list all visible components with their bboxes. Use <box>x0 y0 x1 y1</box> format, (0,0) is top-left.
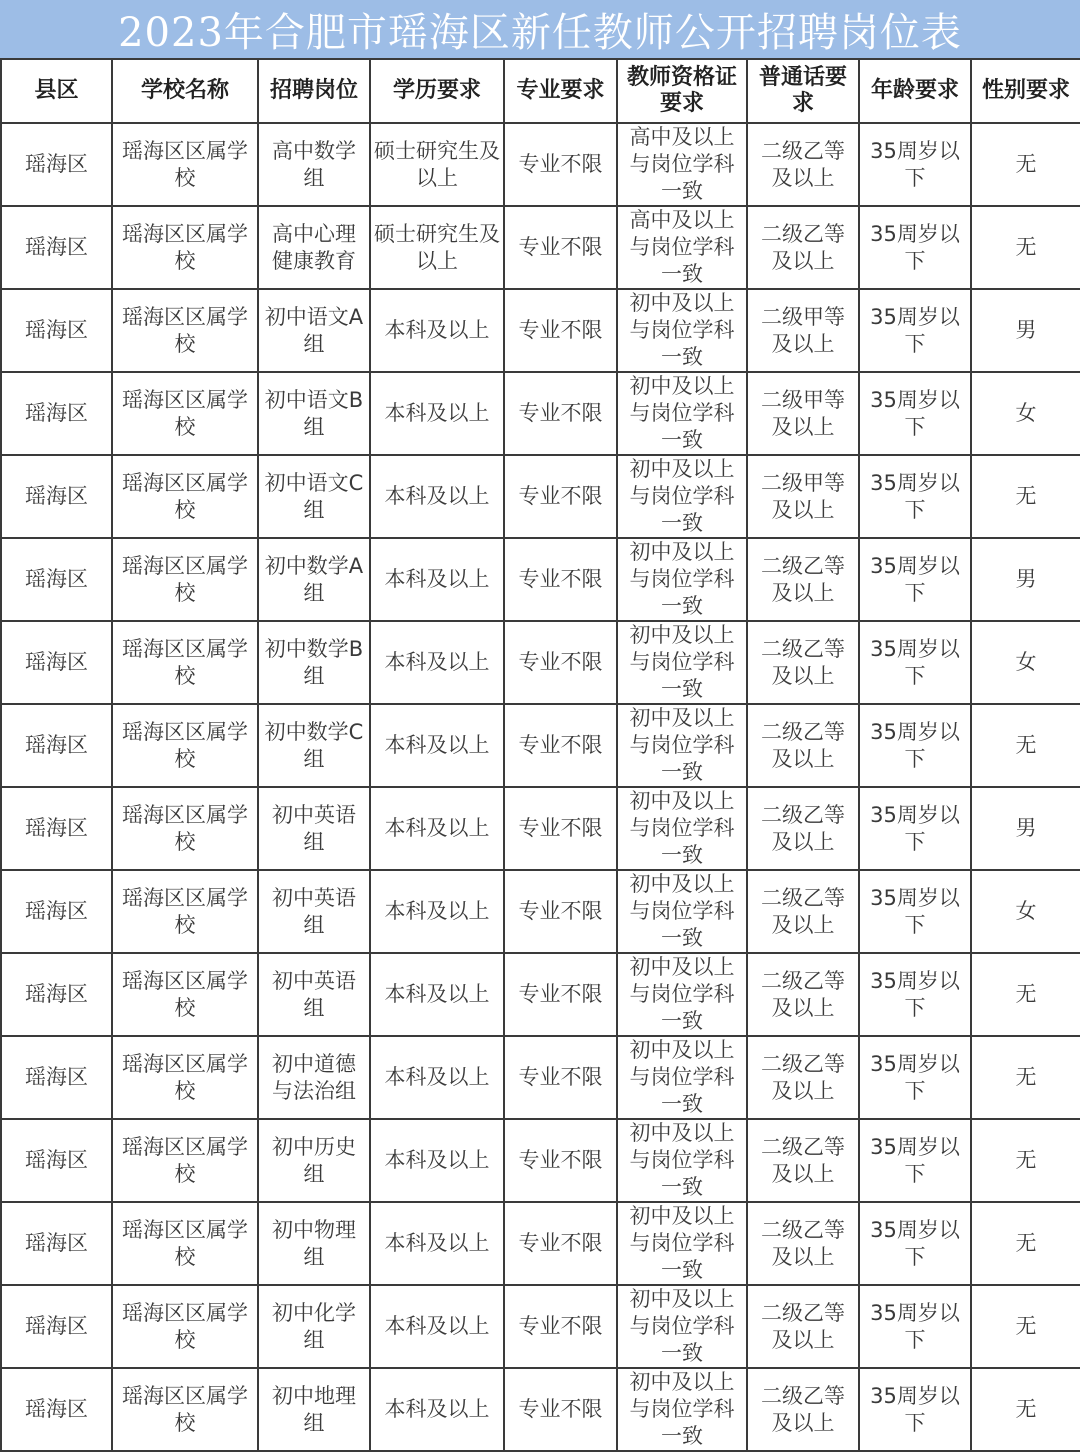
header-cell: 县区 <box>1 59 112 123</box>
age-cell: 35周岁以下 <box>859 1036 971 1119</box>
district-cell: 瑶海区 <box>1 1202 112 1285</box>
major-cell: 专业不限 <box>504 372 617 455</box>
district-cell: 瑶海区 <box>1 704 112 787</box>
district-cell: 瑶海区 <box>1 870 112 953</box>
table-body <box>1 123 1080 1451</box>
table-row <box>1 289 1080 372</box>
table-row <box>1 704 1080 787</box>
major-cell: 专业不限 <box>504 123 617 206</box>
header-cell: 教师资格证要求 <box>617 59 747 123</box>
education-cell: 本科及以上 <box>370 787 504 870</box>
education-cell: 本科及以上 <box>370 953 504 1036</box>
table-row <box>1 372 1080 455</box>
district-cell: 瑶海区 <box>1 206 112 289</box>
table-row <box>1 123 1080 206</box>
mandarin-cell: 二级乙等及以上 <box>747 953 859 1036</box>
position-cell: 初中语文C组 <box>258 455 370 538</box>
education-cell: 本科及以上 <box>370 621 504 704</box>
education-cell: 本科及以上 <box>370 289 504 372</box>
header-cell: 学历要求 <box>370 59 504 123</box>
age-cell: 35周岁以下 <box>859 787 971 870</box>
gender-cell: 无 <box>971 1285 1080 1368</box>
position-cell: 初中物理组 <box>258 1202 370 1285</box>
district-cell: 瑶海区 <box>1 538 112 621</box>
mandarin-cell: 二级乙等及以上 <box>747 1119 859 1202</box>
position-cell: 初中数学B组 <box>258 621 370 704</box>
position-cell: 初中英语组 <box>258 953 370 1036</box>
major-cell: 专业不限 <box>504 621 617 704</box>
mandarin-cell: 二级乙等及以上 <box>747 206 859 289</box>
education-cell: 硕士研究生及以上 <box>370 123 504 206</box>
table-row <box>1 787 1080 870</box>
district-cell: 瑶海区 <box>1 1368 112 1451</box>
position-cell: 高中心理健康教育 <box>258 206 370 289</box>
school-name-cell: 瑶海区区属学校 <box>112 372 258 455</box>
gender-cell: 女 <box>971 372 1080 455</box>
page-title: 2023年合肥市瑶海区新任教师公开招聘岗位表 <box>0 0 1080 58</box>
age-cell: 35周岁以下 <box>859 289 971 372</box>
mandarin-cell: 二级乙等及以上 <box>747 704 859 787</box>
table-row <box>1 455 1080 538</box>
major-cell: 专业不限 <box>504 953 617 1036</box>
school-name-cell: 瑶海区区属学校 <box>112 1285 258 1368</box>
gender-cell: 无 <box>971 455 1080 538</box>
gender-cell: 无 <box>971 953 1080 1036</box>
education-cell: 本科及以上 <box>370 1202 504 1285</box>
position-cell: 初中语文A组 <box>258 289 370 372</box>
table-row <box>1 1036 1080 1119</box>
position-cell: 初中英语组 <box>258 787 370 870</box>
position-cell: 初中数学A组 <box>258 538 370 621</box>
teacher-cert-cell: 初中及以上与岗位学科一致 <box>617 1368 747 1451</box>
mandarin-cell: 二级甲等及以上 <box>747 289 859 372</box>
education-cell: 本科及以上 <box>370 1285 504 1368</box>
age-cell: 35周岁以下 <box>859 704 971 787</box>
education-cell: 本科及以上 <box>370 704 504 787</box>
major-cell: 专业不限 <box>504 538 617 621</box>
major-cell: 专业不限 <box>504 1202 617 1285</box>
teacher-cert-cell: 初中及以上与岗位学科一致 <box>617 953 747 1036</box>
mandarin-cell: 二级乙等及以上 <box>747 1285 859 1368</box>
age-cell: 35周岁以下 <box>859 1202 971 1285</box>
education-cell: 硕士研究生及以上 <box>370 206 504 289</box>
teacher-cert-cell: 初中及以上与岗位学科一致 <box>617 1036 747 1119</box>
school-name-cell: 瑶海区区属学校 <box>112 289 258 372</box>
major-cell: 专业不限 <box>504 1368 617 1451</box>
district-cell: 瑶海区 <box>1 289 112 372</box>
district-cell: 瑶海区 <box>1 953 112 1036</box>
table-row <box>1 538 1080 621</box>
gender-cell: 无 <box>971 1036 1080 1119</box>
school-name-cell: 瑶海区区属学校 <box>112 704 258 787</box>
table-row <box>1 1202 1080 1285</box>
major-cell: 专业不限 <box>504 289 617 372</box>
education-cell: 本科及以上 <box>370 1036 504 1119</box>
gender-cell: 女 <box>971 621 1080 704</box>
header-cell: 性别要求 <box>971 59 1080 123</box>
age-cell: 35周岁以下 <box>859 538 971 621</box>
position-cell: 初中语文B组 <box>258 372 370 455</box>
district-cell: 瑶海区 <box>1 1285 112 1368</box>
gender-cell: 男 <box>971 289 1080 372</box>
gender-cell: 无 <box>971 123 1080 206</box>
mandarin-cell: 二级乙等及以上 <box>747 1036 859 1119</box>
recruitment-table <box>0 58 1080 1452</box>
header-cell: 专业要求 <box>504 59 617 123</box>
district-cell: 瑶海区 <box>1 621 112 704</box>
position-cell: 初中英语组 <box>258 870 370 953</box>
mandarin-cell: 二级乙等及以上 <box>747 870 859 953</box>
table-row <box>1 206 1080 289</box>
header-cell: 学校名称 <box>112 59 258 123</box>
table-row <box>1 1285 1080 1368</box>
header-row <box>1 59 1080 123</box>
age-cell: 35周岁以下 <box>859 372 971 455</box>
header-cell: 普通话要求 <box>747 59 859 123</box>
header-cell: 招聘岗位 <box>258 59 370 123</box>
major-cell: 专业不限 <box>504 1285 617 1368</box>
position-cell: 初中数学C组 <box>258 704 370 787</box>
school-name-cell: 瑶海区区属学校 <box>112 787 258 870</box>
gender-cell: 男 <box>971 538 1080 621</box>
position-cell: 初中化学组 <box>258 1285 370 1368</box>
school-name-cell: 瑶海区区属学校 <box>112 206 258 289</box>
district-cell: 瑶海区 <box>1 1036 112 1119</box>
major-cell: 专业不限 <box>504 870 617 953</box>
mandarin-cell: 二级乙等及以上 <box>747 538 859 621</box>
gender-cell: 无 <box>971 1202 1080 1285</box>
education-cell: 本科及以上 <box>370 372 504 455</box>
age-cell: 35周岁以下 <box>859 953 971 1036</box>
gender-cell: 女 <box>971 870 1080 953</box>
district-cell: 瑶海区 <box>1 787 112 870</box>
mandarin-cell: 二级乙等及以上 <box>747 1202 859 1285</box>
table-row <box>1 621 1080 704</box>
table-row <box>1 870 1080 953</box>
position-cell: 初中道德与法治组 <box>258 1036 370 1119</box>
gender-cell: 无 <box>971 206 1080 289</box>
age-cell: 35周岁以下 <box>859 1368 971 1451</box>
teacher-cert-cell: 初中及以上与岗位学科一致 <box>617 621 747 704</box>
gender-cell: 无 <box>971 1368 1080 1451</box>
age-cell: 35周岁以下 <box>859 1119 971 1202</box>
teacher-cert-cell: 初中及以上与岗位学科一致 <box>617 538 747 621</box>
school-name-cell: 瑶海区区属学校 <box>112 621 258 704</box>
major-cell: 专业不限 <box>504 206 617 289</box>
major-cell: 专业不限 <box>504 704 617 787</box>
teacher-cert-cell: 初中及以上与岗位学科一致 <box>617 455 747 538</box>
mandarin-cell: 二级甲等及以上 <box>747 455 859 538</box>
school-name-cell: 瑶海区区属学校 <box>112 538 258 621</box>
school-name-cell: 瑶海区区属学校 <box>112 1368 258 1451</box>
mandarin-cell: 二级乙等及以上 <box>747 123 859 206</box>
mandarin-cell: 二级甲等及以上 <box>747 372 859 455</box>
teacher-cert-cell: 初中及以上与岗位学科一致 <box>617 1202 747 1285</box>
table-row <box>1 953 1080 1036</box>
age-cell: 35周岁以下 <box>859 621 971 704</box>
age-cell: 35周岁以下 <box>859 455 971 538</box>
age-cell: 35周岁以下 <box>859 123 971 206</box>
school-name-cell: 瑶海区区属学校 <box>112 123 258 206</box>
gender-cell: 男 <box>971 787 1080 870</box>
school-name-cell: 瑶海区区属学校 <box>112 455 258 538</box>
teacher-cert-cell: 初中及以上与岗位学科一致 <box>617 787 747 870</box>
education-cell: 本科及以上 <box>370 1368 504 1451</box>
table-row <box>1 1119 1080 1202</box>
education-cell: 本科及以上 <box>370 1119 504 1202</box>
age-cell: 35周岁以下 <box>859 206 971 289</box>
position-cell: 初中地理组 <box>258 1368 370 1451</box>
school-name-cell: 瑶海区区属学校 <box>112 870 258 953</box>
school-name-cell: 瑶海区区属学校 <box>112 1119 258 1202</box>
education-cell: 本科及以上 <box>370 538 504 621</box>
teacher-cert-cell: 初中及以上与岗位学科一致 <box>617 870 747 953</box>
school-name-cell: 瑶海区区属学校 <box>112 1202 258 1285</box>
district-cell: 瑶海区 <box>1 123 112 206</box>
position-cell: 高中数学组 <box>258 123 370 206</box>
district-cell: 瑶海区 <box>1 455 112 538</box>
gender-cell: 无 <box>971 1119 1080 1202</box>
teacher-cert-cell: 高中及以上与岗位学科一致 <box>617 123 747 206</box>
school-name-cell: 瑶海区区属学校 <box>112 953 258 1036</box>
education-cell: 本科及以上 <box>370 455 504 538</box>
education-cell: 本科及以上 <box>370 870 504 953</box>
age-cell: 35周岁以下 <box>859 870 971 953</box>
major-cell: 专业不限 <box>504 787 617 870</box>
age-cell: 35周岁以下 <box>859 1285 971 1368</box>
major-cell: 专业不限 <box>504 1036 617 1119</box>
teacher-cert-cell: 高中及以上与岗位学科一致 <box>617 206 747 289</box>
teacher-cert-cell: 初中及以上与岗位学科一致 <box>617 704 747 787</box>
school-name-cell: 瑶海区区属学校 <box>112 1036 258 1119</box>
district-cell: 瑶海区 <box>1 372 112 455</box>
major-cell: 专业不限 <box>504 1119 617 1202</box>
header-cell: 年龄要求 <box>859 59 971 123</box>
teacher-cert-cell: 初中及以上与岗位学科一致 <box>617 1285 747 1368</box>
table-row <box>1 1368 1080 1451</box>
mandarin-cell: 二级乙等及以上 <box>747 787 859 870</box>
district-cell: 瑶海区 <box>1 1119 112 1202</box>
teacher-cert-cell: 初中及以上与岗位学科一致 <box>617 372 747 455</box>
position-cell: 初中历史组 <box>258 1119 370 1202</box>
mandarin-cell: 二级乙等及以上 <box>747 621 859 704</box>
teacher-cert-cell: 初中及以上与岗位学科一致 <box>617 289 747 372</box>
teacher-cert-cell: 初中及以上与岗位学科一致 <box>617 1119 747 1202</box>
mandarin-cell: 二级乙等及以上 <box>747 1368 859 1451</box>
gender-cell: 无 <box>971 704 1080 787</box>
major-cell: 专业不限 <box>504 455 617 538</box>
